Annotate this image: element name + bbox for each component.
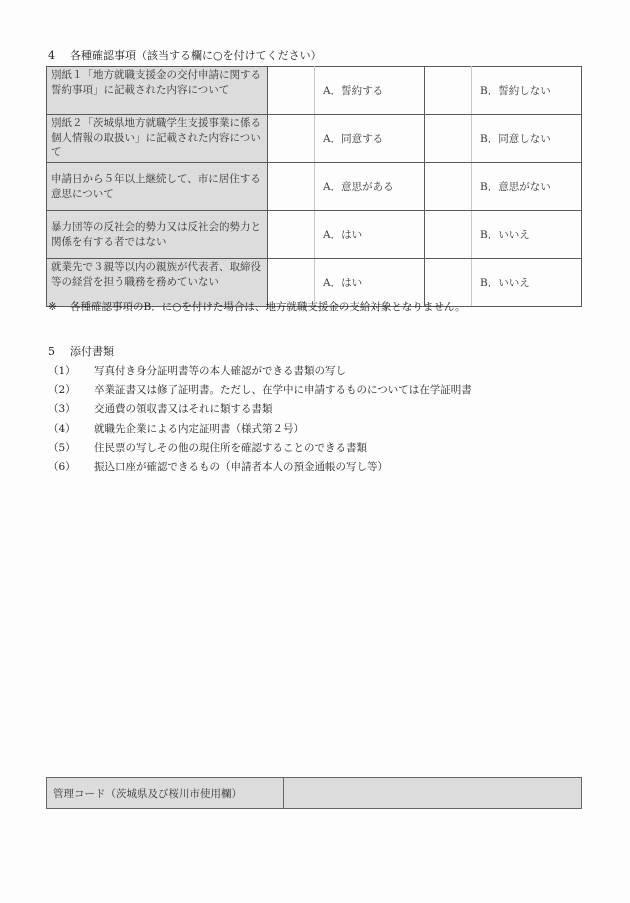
- confirmation-row: [47, 115, 582, 163]
- section-5-title: 添付書類: [70, 345, 114, 358]
- item-text: 卒業証書又は修了証明書。ただし、在学中に申請するものについては在学証明書: [94, 384, 472, 397]
- option-b-label: B．同意しない: [472, 115, 582, 163]
- management-code-field[interactable]: [284, 778, 582, 809]
- circle-a-cell[interactable]: [268, 163, 315, 211]
- item-index: （4）: [48, 422, 76, 435]
- section-5-number: 5: [48, 345, 55, 358]
- list-item: [48, 401, 472, 420]
- option-b-label: B．誓約しない: [472, 67, 582, 115]
- option-a-label: A．同意する: [315, 115, 425, 163]
- question-cell: 暴力団等の反社会的勢力又は反社会的勢力と関係を有する者ではない: [47, 211, 268, 259]
- question-cell: 別紙１「地方就職支援金の交付申請に関する誓約事項」に記載された内容について: [47, 67, 268, 115]
- circle-b-cell[interactable]: [425, 163, 472, 211]
- option-b-label: B．いいえ: [472, 211, 582, 259]
- item-text: 住民票の写しその他の現住所を確認することのできる書類: [94, 441, 367, 454]
- list-item: [48, 382, 472, 401]
- section-4-heading: [48, 49, 322, 63]
- management-code-label: 管理コード（茨城県及び桜川市使用欄）: [47, 778, 284, 809]
- attachment-list: [48, 363, 472, 478]
- confirmation-note: [48, 300, 466, 314]
- option-a-label: A．誓約する: [315, 67, 425, 115]
- reference-mark: ※: [48, 301, 57, 313]
- list-item: [48, 459, 472, 478]
- list-item: [48, 440, 472, 459]
- section-5-heading: [48, 345, 114, 359]
- circle-b-cell[interactable]: [425, 115, 472, 163]
- note-text: 各種確認事項のB．に○を付けた場合は、地方就職支援金の支給対象となりません。: [70, 301, 466, 313]
- list-item: [48, 421, 472, 440]
- option-a-label: A．意思がある: [315, 163, 425, 211]
- confirmation-table: [46, 66, 582, 307]
- circle-a-cell[interactable]: [268, 211, 315, 259]
- question-cell: 就業先で３親等以内の親族が代表者、取締役等の経営を担う職務を務めていない: [47, 259, 268, 307]
- item-text: 写真付き身分証明書等の本人確認ができる書類の写し: [94, 365, 346, 377]
- circle-b-cell[interactable]: [425, 67, 472, 115]
- option-a-label: A．はい: [315, 211, 425, 259]
- option-a-label: A．はい: [315, 259, 425, 307]
- item-index: （1）: [48, 365, 76, 377]
- section-4-title: 各種確認事項（該当する欄に○を付けてください）: [70, 49, 322, 62]
- circle-a-cell[interactable]: [268, 67, 315, 115]
- item-index: （5）: [48, 441, 76, 454]
- option-b-label: B．意思がない: [472, 163, 582, 211]
- confirmation-row: [47, 163, 582, 211]
- item-index: （3）: [48, 403, 76, 416]
- item-index: （2）: [48, 384, 76, 397]
- list-item: [48, 363, 472, 382]
- option-b-label: B．いいえ: [472, 259, 582, 307]
- confirmation-row: [47, 211, 582, 259]
- item-text: 振込口座が確認できるもの（申請者本人の預金通帳の写し等）: [94, 460, 388, 473]
- item-text: 交通費の領収書又はそれに類する書類: [94, 403, 273, 416]
- section-4-number: 4: [48, 49, 55, 62]
- question-cell: 申請日から５年以上継続して、市に居住する意思について: [47, 163, 268, 211]
- circle-a-cell[interactable]: [268, 115, 315, 163]
- management-code-table: [46, 777, 582, 809]
- question-cell: 別紙２「茨城県地方就職学生支援事業に係る個人情報の取扱い」に記載された内容について: [47, 115, 268, 163]
- item-index: （6）: [48, 460, 76, 473]
- confirmation-row: [47, 67, 582, 115]
- item-text: 就職先企業による内定証明書（様式第２号）: [94, 422, 304, 435]
- circle-b-cell[interactable]: [425, 211, 472, 259]
